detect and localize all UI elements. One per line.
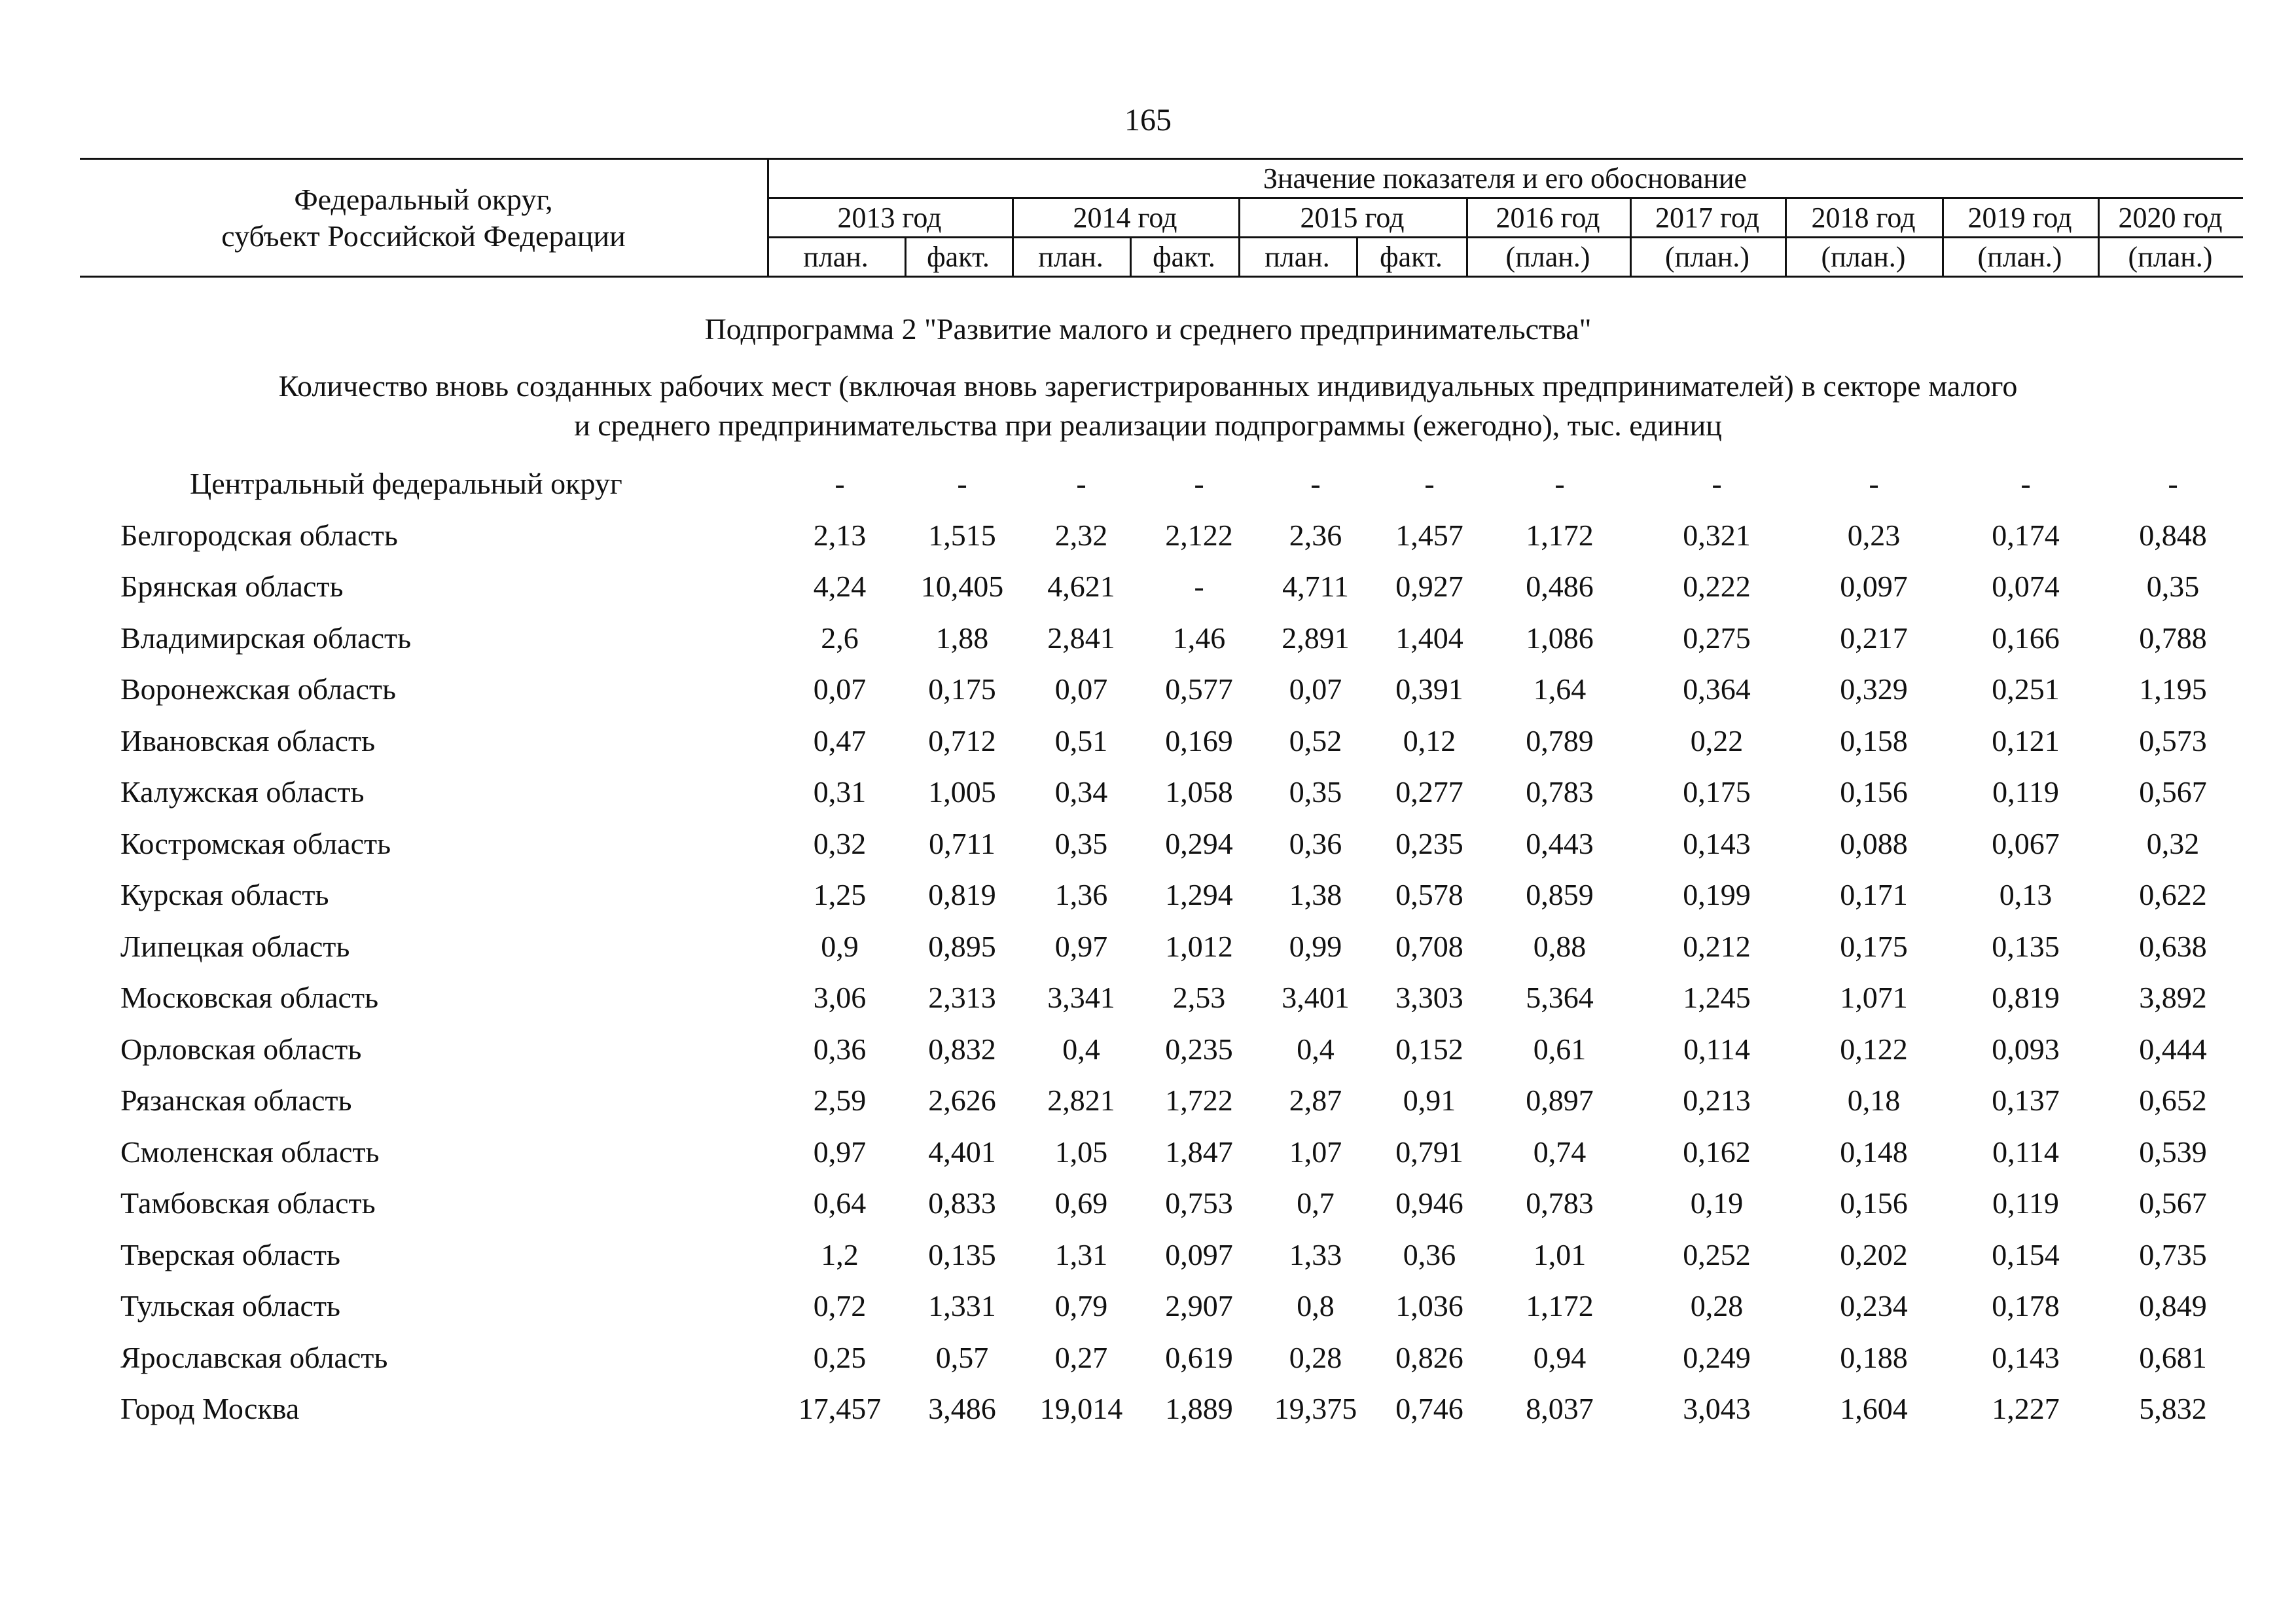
table-cell: 0,578	[1395, 878, 1463, 911]
table-cell: 3,486	[928, 1392, 996, 1425]
table-cell: 2,36	[1289, 518, 1342, 552]
table-cell: 1,33	[1289, 1237, 1342, 1271]
region-name: Орловская область	[120, 1032, 362, 1066]
table-cell: 0,486	[1526, 570, 1594, 603]
table-cell: 0,897	[1526, 1084, 1594, 1117]
table-cell: -	[1554, 467, 1565, 500]
table-cell: 0,735	[2139, 1237, 2207, 1271]
table-cell: 1,01	[1533, 1237, 1587, 1271]
table-cell: 2,891	[1282, 621, 1350, 655]
table-cell: 0,251	[1992, 672, 2060, 706]
table-cell: 1,172	[1526, 518, 1594, 552]
table-cell: 1,227	[1992, 1392, 2060, 1425]
table-row	[0, 921, 2296, 973]
table-cell: 0,35	[1054, 826, 1108, 860]
table-cell: 0,32	[2146, 826, 2200, 860]
table-cell: 0,249	[1683, 1340, 1751, 1374]
table-cell: 8,037	[1526, 1392, 1594, 1425]
table-cell: 19,375	[1274, 1392, 1357, 1425]
table-row	[0, 613, 2296, 665]
table-cell: 0,135	[928, 1237, 996, 1271]
table-cell: 0,07	[1289, 672, 1342, 706]
header-subcolumn: (план.)	[1665, 240, 1749, 273]
table-cell: -	[1869, 467, 1879, 500]
table-cell: 1,404	[1395, 621, 1463, 655]
table-cell: 0,088	[1840, 826, 1908, 860]
header-subcolumn: факт.	[1380, 240, 1443, 273]
table-cell: 3,06	[813, 981, 867, 1014]
table-cell: 0,791	[1395, 1135, 1463, 1169]
table-cell: 1,005	[928, 775, 996, 809]
table-cell: 0,72	[813, 1289, 867, 1322]
table-cell: 0,154	[1992, 1237, 2060, 1271]
table-cell: 0,826	[1395, 1340, 1463, 1374]
indicator-title-line-2: и среднего предпринимательства при реализации подпрограммы (ежегодно), тыс. единиц	[574, 409, 1722, 442]
table-cell: 0,789	[1526, 723, 1594, 757]
table-cell: 0,148	[1840, 1135, 1908, 1169]
table-cell: 1,36	[1054, 878, 1108, 911]
table-cell: 0,832	[928, 1032, 996, 1066]
table-cell: 0,23	[1847, 518, 1901, 552]
table-cell: 0,97	[813, 1135, 867, 1169]
table-cell: 0,152	[1395, 1032, 1463, 1066]
table-cell: 10,405	[920, 570, 1004, 603]
table-cell: 0,8	[1297, 1289, 1335, 1322]
table-cell: 0,093	[1992, 1032, 2060, 1066]
table-cell: 0,895	[928, 929, 996, 963]
table-cell: 0,321	[1683, 518, 1751, 552]
table-cell: 0,681	[2139, 1340, 2207, 1374]
region-name: Калужская область	[120, 775, 365, 809]
table-cell: 0,156	[1840, 775, 1908, 809]
table-cell: 0,119	[1992, 775, 2059, 809]
table-cell: 0,443	[1526, 826, 1594, 860]
region-name: Тамбовская область	[120, 1186, 376, 1220]
table-cell: 2,626	[928, 1084, 996, 1117]
table-cell: -	[957, 467, 967, 500]
table-cell: 5,832	[2139, 1392, 2207, 1425]
table-cell: -	[1712, 467, 1722, 500]
table-cell: 0,819	[1992, 981, 2060, 1014]
table-cell: 0,64	[813, 1186, 867, 1220]
table-row	[0, 1075, 2296, 1127]
table-cell: 4,621	[1047, 570, 1115, 603]
table-cell: 0,175	[1840, 929, 1908, 963]
table-cell: 0,364	[1683, 672, 1751, 706]
table-cell: 0,235	[1165, 1032, 1233, 1066]
table-row	[0, 510, 2296, 562]
table-row	[0, 1281, 2296, 1332]
table-cell: 1,515	[928, 518, 996, 552]
header-stub-line-2: субъект Российской Федерации	[221, 219, 626, 253]
region-name: Ивановская область	[120, 723, 376, 757]
table-cell: 0,097	[1165, 1237, 1233, 1271]
table-cell: 3,401	[1282, 981, 1350, 1014]
table-cell: 2,907	[1165, 1289, 1233, 1322]
table-cell: 0,567	[2139, 775, 2207, 809]
table-cell: 0,235	[1395, 826, 1463, 860]
table-cell: -	[1076, 467, 1086, 500]
table-cell: 0,19	[1690, 1186, 1744, 1220]
table-cell: 0,711	[929, 826, 996, 860]
table-row	[0, 1332, 2296, 1384]
header-stub	[80, 160, 767, 276]
table-cell: 1,722	[1165, 1084, 1233, 1117]
region-name: Тверская область	[120, 1237, 340, 1271]
table-cell: 1,604	[1840, 1392, 1908, 1425]
table-cell: 1,05	[1054, 1135, 1108, 1169]
table-cell: 0,619	[1165, 1340, 1233, 1374]
table-cell: 0,783	[1526, 775, 1594, 809]
header-year: 2014 год	[1073, 201, 1177, 234]
table-cell: -	[834, 467, 845, 500]
table-cell: 19,014	[1039, 1392, 1123, 1425]
table-cell: 0,13	[1999, 878, 2053, 911]
table-cell: 0,35	[1289, 775, 1342, 809]
table-cell: 0,119	[1992, 1186, 2059, 1220]
table-cell: 2,6	[821, 621, 859, 655]
table-cell: 0,567	[2139, 1186, 2207, 1220]
table-cell: 0,9	[821, 929, 859, 963]
subprogram-title: Подпрограмма 2 "Развитие малого и среднего предпринимательства"	[704, 312, 1592, 346]
table-cell: 0,158	[1840, 723, 1908, 757]
header-subcolumn: (план.)	[2128, 240, 2213, 273]
table-cell: 0,175	[1683, 775, 1751, 809]
table-cell: 0,74	[1533, 1135, 1587, 1169]
header-subcolumn: (план.)	[1821, 240, 1906, 273]
table-row	[0, 972, 2296, 1024]
header-year: 2019 год	[1967, 201, 2072, 234]
table-cell: 0,57	[935, 1340, 989, 1374]
table-cell: 0,178	[1992, 1289, 2060, 1322]
table-cell: 1,07	[1289, 1135, 1342, 1169]
table-cell: 0,819	[928, 878, 996, 911]
table-cell: 2,87	[1289, 1084, 1342, 1117]
table-cell: 1,086	[1526, 621, 1594, 655]
region-name: Московская область	[120, 981, 379, 1014]
table-cell: 0,47	[813, 723, 867, 757]
table-cell: 0,25	[813, 1340, 867, 1374]
table-cell: 0,212	[1683, 929, 1751, 963]
table-cell: -	[2020, 467, 2031, 500]
header-year: 2020 год	[2118, 201, 2223, 234]
table-cell: 5,364	[1526, 981, 1594, 1014]
table-cell: 0,277	[1395, 775, 1463, 809]
table-cell: 2,59	[813, 1084, 867, 1117]
table-cell: 0,652	[2139, 1084, 2207, 1117]
table-cell: 0,294	[1165, 826, 1233, 860]
table-cell: 0,91	[1403, 1084, 1456, 1117]
table-row	[0, 664, 2296, 716]
header-year: 2015 год	[1300, 201, 1405, 234]
table-cell: 0,577	[1165, 672, 1233, 706]
page-number: 165	[1124, 103, 1172, 137]
table-cell: 1,38	[1289, 878, 1342, 911]
table-cell: 1,25	[813, 878, 867, 911]
district-row	[0, 458, 2296, 510]
table-cell: 4,711	[1282, 570, 1349, 603]
table-row	[0, 818, 2296, 870]
table-cell: 0,927	[1395, 570, 1463, 603]
table-cell: 0,34	[1054, 775, 1108, 809]
table-cell: 1,294	[1165, 878, 1233, 911]
table-cell: 1,058	[1165, 775, 1233, 809]
table-cell: 1,64	[1533, 672, 1587, 706]
table-cell: 0,135	[1992, 929, 2060, 963]
table-cell: 0,783	[1526, 1186, 1594, 1220]
table-cell: 0,4	[1062, 1032, 1100, 1066]
table-cell: 0,199	[1683, 878, 1751, 911]
header-subcolumn: план.	[1265, 240, 1330, 273]
region-name: Город Москва	[120, 1392, 300, 1425]
table-cell: 0,946	[1395, 1186, 1463, 1220]
table-body	[0, 458, 2296, 1435]
table-cell: 0,88	[1533, 929, 1587, 963]
region-name: Центральный федеральный округ	[190, 467, 622, 500]
table-cell: 0,712	[928, 723, 996, 757]
table-cell: -	[1310, 467, 1321, 500]
table-cell: 0,275	[1683, 621, 1751, 655]
table-cell: 0,188	[1840, 1340, 1908, 1374]
table-cell: 0,169	[1165, 723, 1233, 757]
table-cell: 0,074	[1992, 570, 2060, 603]
header-subcolumn: план.	[1038, 240, 1103, 273]
table-cell: 0,391	[1395, 672, 1463, 706]
table-cell: 0,28	[1289, 1340, 1342, 1374]
table-cell: 0,213	[1683, 1084, 1751, 1117]
table-cell: 0,217	[1840, 621, 1908, 655]
table-cell: 17,457	[798, 1392, 882, 1425]
header-subcolumn: факт.	[927, 240, 990, 273]
region-name: Липецкая область	[120, 929, 350, 963]
table-cell: 3,341	[1047, 981, 1115, 1014]
table-cell: 2,32	[1054, 518, 1108, 552]
table-cell: 0,69	[1054, 1186, 1108, 1220]
table-cell: 0,79	[1054, 1289, 1108, 1322]
table-cell: 0,35	[2146, 570, 2200, 603]
table-cell: 2,821	[1047, 1084, 1115, 1117]
header-subcolumn: (план.)	[1977, 240, 2062, 273]
header-subcolumn: факт.	[1153, 240, 1215, 273]
table-cell: 4,24	[813, 570, 867, 603]
table-cell: 0,143	[1683, 826, 1751, 860]
table-cell: 0,121	[1992, 723, 2060, 757]
table-cell: 0,122	[1840, 1032, 1908, 1066]
table-cell: 0,638	[2139, 929, 2207, 963]
table-cell: 2,122	[1165, 518, 1233, 552]
table-cell: 3,892	[2139, 981, 2207, 1014]
table-cell: 1,012	[1165, 929, 1233, 963]
table-row	[0, 1230, 2296, 1281]
table-cell: 0,94	[1533, 1340, 1587, 1374]
indicator-title	[164, 367, 2132, 445]
table-cell: 0,849	[2139, 1289, 2207, 1322]
table-row	[0, 1024, 2296, 1076]
region-name: Рязанская область	[120, 1084, 352, 1117]
table-cell: 0,097	[1840, 570, 1908, 603]
region-name: Смоленская область	[120, 1135, 380, 1169]
table-cell: 0,444	[2139, 1032, 2207, 1066]
header-year: 2016 год	[1496, 201, 1600, 234]
table-cell: 1,46	[1172, 621, 1226, 655]
table-cell: 0,52	[1289, 723, 1342, 757]
table-cell: 0,114	[1683, 1032, 1750, 1066]
table-cell: 0,51	[1054, 723, 1108, 757]
table-cell: 1,457	[1395, 518, 1463, 552]
table-cell: 1,331	[928, 1289, 996, 1322]
table-row	[0, 1127, 2296, 1178]
table-cell: 0,97	[1054, 929, 1108, 963]
table-cell: 0,708	[1395, 929, 1463, 963]
table-cell: 1,172	[1526, 1289, 1594, 1322]
table-cell: 3,303	[1395, 981, 1463, 1014]
table-cell: 1,071	[1840, 981, 1908, 1014]
table-cell: 0,28	[1690, 1289, 1744, 1322]
region-name: Тульская область	[120, 1289, 340, 1322]
table-header	[80, 158, 2243, 278]
table-cell: 0,61	[1533, 1032, 1587, 1066]
indicator-title-line-1: Количество вновь созданных рабочих мест (включая вновь зарегистрированных индивидуальных предпринимателей) в секторе малого	[278, 369, 2018, 403]
header-value-title: Значение показателя и его обоснование	[1263, 162, 1748, 194]
table-cell: 0,12	[1403, 723, 1456, 757]
table-cell: 0,162	[1683, 1135, 1751, 1169]
table-cell: 0,848	[2139, 518, 2207, 552]
table-cell: 0,36	[1403, 1237, 1456, 1271]
table-cell: -	[1194, 570, 1204, 603]
region-name: Воронежская область	[120, 672, 396, 706]
table-cell: 0,859	[1526, 878, 1594, 911]
header-year: 2017 год	[1655, 201, 1760, 234]
table-cell: 0,175	[928, 672, 996, 706]
region-name: Белгородская область	[120, 518, 398, 552]
table-cell: 0,36	[1289, 826, 1342, 860]
table-cell: 2,313	[928, 981, 996, 1014]
table-cell: 1,889	[1165, 1392, 1233, 1425]
table-cell: -	[1194, 467, 1204, 500]
table-cell: 0,07	[1054, 672, 1108, 706]
table-cell: 0,222	[1683, 570, 1751, 603]
table-cell: 0,234	[1840, 1289, 1908, 1322]
table-cell: 2,13	[813, 518, 867, 552]
table-row	[0, 716, 2296, 767]
table-cell: 2,841	[1047, 621, 1115, 655]
table-cell: 0,252	[1683, 1237, 1751, 1271]
table-cell: 0,166	[1992, 621, 2060, 655]
table-cell: 0,143	[1992, 1340, 2060, 1374]
table-cell: 0,753	[1165, 1186, 1233, 1220]
table-cell: 0,114	[1992, 1135, 2059, 1169]
header-year: 2013 год	[837, 201, 942, 234]
table-cell: 0,32	[813, 826, 867, 860]
table-cell: 0,22	[1690, 723, 1744, 757]
table-cell: 1,036	[1395, 1289, 1463, 1322]
table-cell: 0,539	[2139, 1135, 2207, 1169]
table-cell: 1,88	[935, 621, 989, 655]
table-cell: 0,746	[1395, 1392, 1463, 1425]
header-subcolumn: план.	[803, 240, 869, 273]
table-row	[0, 1383, 2296, 1435]
region-name: Курская область	[120, 878, 329, 911]
table-row	[0, 561, 2296, 613]
table-row	[0, 869, 2296, 921]
region-name: Ярославская область	[120, 1340, 388, 1374]
table-cell: 1,245	[1683, 981, 1751, 1014]
table-cell: 0,07	[813, 672, 867, 706]
table-row	[0, 767, 2296, 818]
table-row	[0, 1178, 2296, 1230]
table-cell: 0,573	[2139, 723, 2207, 757]
table-cell: 0,788	[2139, 621, 2207, 655]
table-cell: 1,31	[1054, 1237, 1108, 1271]
table-cell: 0,27	[1054, 1340, 1108, 1374]
region-name: Брянская область	[120, 570, 344, 603]
region-name: Владимирская область	[120, 621, 412, 655]
table-cell: 0,174	[1992, 518, 2060, 552]
table-cell: -	[1424, 467, 1435, 500]
table-cell: 0,7	[1297, 1186, 1335, 1220]
header-year: 2018 год	[1811, 201, 1916, 234]
table-cell: -	[2168, 467, 2178, 500]
table-cell: 4,401	[928, 1135, 996, 1169]
table-cell: 0,99	[1289, 929, 1342, 963]
table-cell: 0,202	[1840, 1237, 1908, 1271]
region-name: Костромская область	[120, 826, 391, 860]
table-cell: 0,36	[813, 1032, 867, 1066]
table-cell: 0,067	[1992, 826, 2060, 860]
table-cell: 0,833	[928, 1186, 996, 1220]
table-cell: 2,53	[1172, 981, 1226, 1014]
header-subcolumn: (план.)	[1505, 240, 1590, 273]
table-cell: 1,847	[1165, 1135, 1233, 1169]
table-cell: 0,329	[1840, 672, 1908, 706]
table-cell: 0,137	[1992, 1084, 2060, 1117]
table-cell: 0,156	[1840, 1186, 1908, 1220]
header-stub-line-1: Федеральный округ,	[294, 183, 553, 217]
table-cell: 3,043	[1683, 1392, 1751, 1425]
table-cell: 0,4	[1297, 1032, 1335, 1066]
table-cell: 0,18	[1847, 1084, 1901, 1117]
table-cell: 0,622	[2139, 878, 2207, 911]
table-cell: 1,195	[2139, 672, 2207, 706]
table-cell: 1,2	[821, 1237, 859, 1271]
table-cell: 0,31	[813, 775, 867, 809]
table-cell: 0,171	[1840, 878, 1908, 911]
